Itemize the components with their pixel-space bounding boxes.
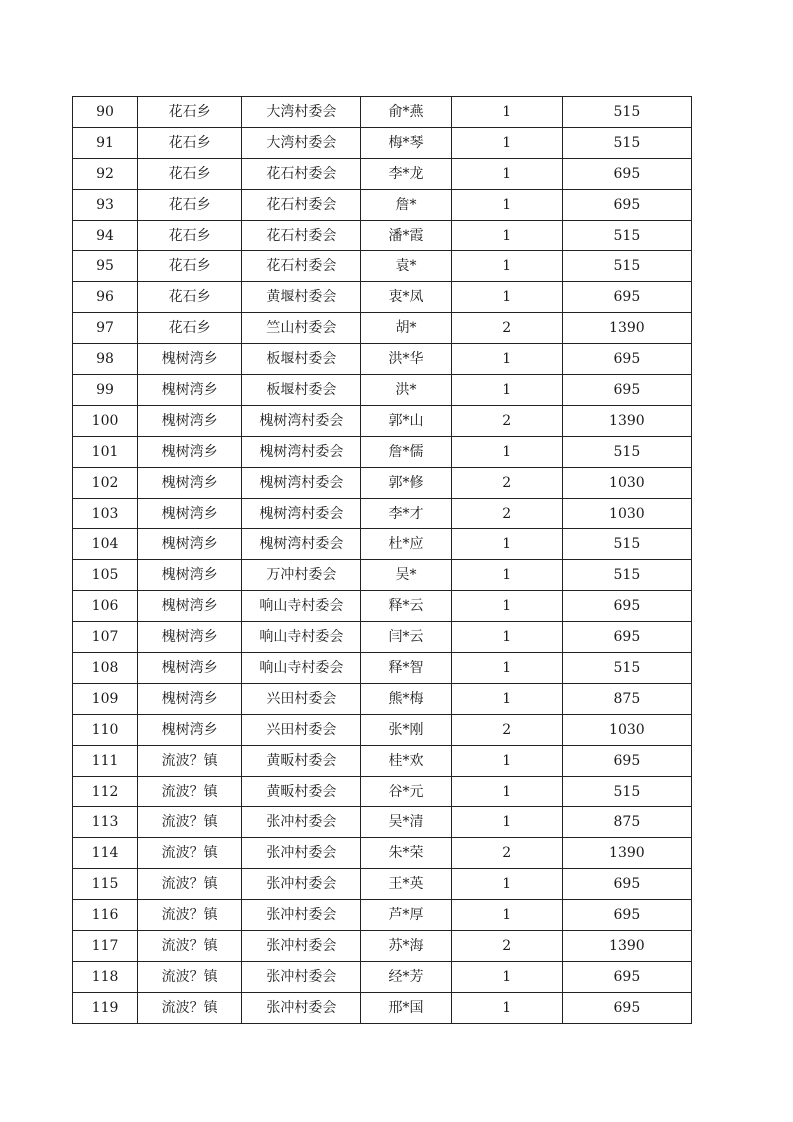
- amount-cell: 515: [562, 251, 691, 282]
- household-count-cell: 1: [451, 745, 562, 776]
- person-name-cell: 李*才: [361, 498, 451, 529]
- village-committee-cell: 兴田村委会: [242, 714, 361, 745]
- household-count-cell: 1: [451, 560, 562, 591]
- table-row: [73, 869, 692, 900]
- table-row: [73, 344, 692, 375]
- row-number-cell: 116: [73, 900, 138, 931]
- row-number-cell: 106: [73, 591, 138, 622]
- amount-cell: 695: [562, 900, 691, 931]
- household-count-cell: 2: [451, 467, 562, 498]
- village-committee-cell: 花石村委会: [242, 189, 361, 220]
- row-number-cell: 103: [73, 498, 138, 529]
- town-cell: 花石乡: [138, 97, 242, 128]
- person-name-cell: 潘*霞: [361, 220, 451, 251]
- table-row: [73, 498, 692, 529]
- town-cell: 槐树湾乡: [138, 498, 242, 529]
- household-count-cell: 1: [451, 961, 562, 992]
- row-number-cell: 94: [73, 220, 138, 251]
- person-name-cell: 郭*修: [361, 467, 451, 498]
- village-committee-cell: 黄畈村委会: [242, 745, 361, 776]
- table-row: [73, 776, 692, 807]
- person-name-cell: 桂*欢: [361, 745, 451, 776]
- town-cell: 槐树湾乡: [138, 529, 242, 560]
- household-count-cell: 1: [451, 344, 562, 375]
- household-count-cell: 1: [451, 591, 562, 622]
- table-row: [73, 931, 692, 962]
- person-name-cell: 芦*厚: [361, 900, 451, 931]
- household-count-cell: 1: [451, 776, 562, 807]
- village-committee-cell: 竺山村委会: [242, 313, 361, 344]
- row-number-cell: 108: [73, 653, 138, 684]
- town-cell: 花石乡: [138, 158, 242, 189]
- row-number-cell: 101: [73, 436, 138, 467]
- amount-cell: 515: [562, 127, 691, 158]
- household-count-cell: 1: [451, 992, 562, 1023]
- household-count-cell: 1: [451, 653, 562, 684]
- table-body: [73, 97, 692, 1024]
- table-row: [73, 653, 692, 684]
- town-cell: 花石乡: [138, 127, 242, 158]
- village-committee-cell: 响山寺村委会: [242, 622, 361, 653]
- town-cell: 槐树湾乡: [138, 467, 242, 498]
- row-number-cell: 91: [73, 127, 138, 158]
- table-row: [73, 838, 692, 869]
- town-cell: 流波？镇: [138, 745, 242, 776]
- person-name-cell: 詹*儒: [361, 436, 451, 467]
- household-count-cell: 1: [451, 375, 562, 406]
- table-row: [73, 251, 692, 282]
- table-row: [73, 97, 692, 128]
- data-table: [72, 96, 692, 1024]
- person-name-cell: 闫*云: [361, 622, 451, 653]
- town-cell: 流波？镇: [138, 869, 242, 900]
- person-name-cell: 洪*: [361, 375, 451, 406]
- household-count-cell: 1: [451, 683, 562, 714]
- village-committee-cell: 槐树湾村委会: [242, 498, 361, 529]
- village-committee-cell: 黄堰村委会: [242, 282, 361, 313]
- household-count-cell: 1: [451, 529, 562, 560]
- table-row: [73, 591, 692, 622]
- amount-cell: 695: [562, 745, 691, 776]
- town-cell: 花石乡: [138, 251, 242, 282]
- table-row: [73, 714, 692, 745]
- person-name-cell: 谷*元: [361, 776, 451, 807]
- amount-cell: 695: [562, 375, 691, 406]
- table-row: [73, 467, 692, 498]
- household-count-cell: 1: [451, 158, 562, 189]
- row-number-cell: 100: [73, 405, 138, 436]
- table-row: [73, 900, 692, 931]
- household-count-cell: 2: [451, 931, 562, 962]
- village-committee-cell: 张冲村委会: [242, 900, 361, 931]
- amount-cell: 515: [562, 653, 691, 684]
- person-name-cell: 杜*应: [361, 529, 451, 560]
- town-cell: 流波？镇: [138, 776, 242, 807]
- household-count-cell: 1: [451, 189, 562, 220]
- amount-cell: 875: [562, 683, 691, 714]
- town-cell: 花石乡: [138, 189, 242, 220]
- household-count-cell: 1: [451, 436, 562, 467]
- person-name-cell: 郭*山: [361, 405, 451, 436]
- person-name-cell: 衷*凤: [361, 282, 451, 313]
- row-number-cell: 90: [73, 97, 138, 128]
- town-cell: 流波？镇: [138, 900, 242, 931]
- row-number-cell: 95: [73, 251, 138, 282]
- amount-cell: 695: [562, 961, 691, 992]
- table-row: [73, 683, 692, 714]
- village-committee-cell: 张冲村委会: [242, 931, 361, 962]
- town-cell: 槐树湾乡: [138, 591, 242, 622]
- row-number-cell: 113: [73, 807, 138, 838]
- town-cell: 槐树湾乡: [138, 714, 242, 745]
- village-committee-cell: 张冲村委会: [242, 807, 361, 838]
- amount-cell: 1390: [562, 313, 691, 344]
- person-name-cell: 洪*华: [361, 344, 451, 375]
- row-number-cell: 112: [73, 776, 138, 807]
- amount-cell: 695: [562, 869, 691, 900]
- town-cell: 槐树湾乡: [138, 375, 242, 406]
- row-number-cell: 102: [73, 467, 138, 498]
- household-count-cell: 1: [451, 869, 562, 900]
- table-row: [73, 158, 692, 189]
- amount-cell: 695: [562, 591, 691, 622]
- household-count-cell: 2: [451, 838, 562, 869]
- village-committee-cell: 槐树湾村委会: [242, 529, 361, 560]
- village-committee-cell: 张冲村委会: [242, 961, 361, 992]
- town-cell: 流波？镇: [138, 838, 242, 869]
- amount-cell: 695: [562, 992, 691, 1023]
- table-row: [73, 189, 692, 220]
- village-committee-cell: 张冲村委会: [242, 838, 361, 869]
- person-name-cell: 李*龙: [361, 158, 451, 189]
- person-name-cell: 熊*梅: [361, 683, 451, 714]
- row-number-cell: 111: [73, 745, 138, 776]
- amount-cell: 515: [562, 776, 691, 807]
- household-count-cell: 1: [451, 220, 562, 251]
- person-name-cell: 梅*琴: [361, 127, 451, 158]
- village-committee-cell: 张冲村委会: [242, 992, 361, 1023]
- table-row: [73, 992, 692, 1023]
- table-row: [73, 745, 692, 776]
- village-committee-cell: 大湾村委会: [242, 97, 361, 128]
- table-row: [73, 313, 692, 344]
- person-name-cell: 王*英: [361, 869, 451, 900]
- table-row: [73, 560, 692, 591]
- amount-cell: 515: [562, 220, 691, 251]
- row-number-cell: 105: [73, 560, 138, 591]
- row-number-cell: 115: [73, 869, 138, 900]
- person-name-cell: 释*云: [361, 591, 451, 622]
- town-cell: 花石乡: [138, 220, 242, 251]
- village-committee-cell: 黄畈村委会: [242, 776, 361, 807]
- village-committee-cell: 兴田村委会: [242, 683, 361, 714]
- table-row: [73, 282, 692, 313]
- table-row: [73, 220, 692, 251]
- household-count-cell: 1: [451, 282, 562, 313]
- amount-cell: 695: [562, 344, 691, 375]
- amount-cell: 695: [562, 622, 691, 653]
- row-number-cell: 104: [73, 529, 138, 560]
- household-count-cell: 2: [451, 405, 562, 436]
- town-cell: 花石乡: [138, 282, 242, 313]
- person-name-cell: 胡*: [361, 313, 451, 344]
- village-committee-cell: 槐树湾村委会: [242, 436, 361, 467]
- household-count-cell: 1: [451, 622, 562, 653]
- household-count-cell: 1: [451, 807, 562, 838]
- row-number-cell: 119: [73, 992, 138, 1023]
- town-cell: 流波？镇: [138, 931, 242, 962]
- person-name-cell: 吴*清: [361, 807, 451, 838]
- amount-cell: 875: [562, 807, 691, 838]
- village-committee-cell: 花石村委会: [242, 220, 361, 251]
- row-number-cell: 96: [73, 282, 138, 313]
- amount-cell: 695: [562, 189, 691, 220]
- amount-cell: 515: [562, 436, 691, 467]
- village-committee-cell: 槐树湾村委会: [242, 405, 361, 436]
- town-cell: 槐树湾乡: [138, 622, 242, 653]
- person-name-cell: 苏*海: [361, 931, 451, 962]
- table-row: [73, 807, 692, 838]
- table-row: [73, 436, 692, 467]
- amount-cell: 1390: [562, 931, 691, 962]
- row-number-cell: 98: [73, 344, 138, 375]
- person-name-cell: 释*智: [361, 653, 451, 684]
- amount-cell: 1390: [562, 405, 691, 436]
- village-committee-cell: 万冲村委会: [242, 560, 361, 591]
- amount-cell: 515: [562, 560, 691, 591]
- row-number-cell: 109: [73, 683, 138, 714]
- household-count-cell: 2: [451, 498, 562, 529]
- row-number-cell: 107: [73, 622, 138, 653]
- household-count-cell: 1: [451, 900, 562, 931]
- town-cell: 流波？镇: [138, 961, 242, 992]
- person-name-cell: 俞*燕: [361, 97, 451, 128]
- table-row: [73, 622, 692, 653]
- town-cell: 槐树湾乡: [138, 344, 242, 375]
- person-name-cell: 詹*: [361, 189, 451, 220]
- village-committee-cell: 响山寺村委会: [242, 591, 361, 622]
- person-name-cell: 张*刚: [361, 714, 451, 745]
- person-name-cell: 袁*: [361, 251, 451, 282]
- town-cell: 槐树湾乡: [138, 683, 242, 714]
- table-row: [73, 529, 692, 560]
- amount-cell: 515: [562, 529, 691, 560]
- row-number-cell: 117: [73, 931, 138, 962]
- town-cell: 槐树湾乡: [138, 560, 242, 591]
- town-cell: 槐树湾乡: [138, 653, 242, 684]
- amount-cell: 1030: [562, 714, 691, 745]
- row-number-cell: 114: [73, 838, 138, 869]
- village-committee-cell: 花石村委会: [242, 158, 361, 189]
- table-row: [73, 127, 692, 158]
- village-committee-cell: 大湾村委会: [242, 127, 361, 158]
- table-row: [73, 961, 692, 992]
- row-number-cell: 99: [73, 375, 138, 406]
- town-cell: 流波？镇: [138, 807, 242, 838]
- amount-cell: 1030: [562, 498, 691, 529]
- row-number-cell: 110: [73, 714, 138, 745]
- village-committee-cell: 槐树湾村委会: [242, 467, 361, 498]
- town-cell: 流波？镇: [138, 992, 242, 1023]
- person-name-cell: 朱*荣: [361, 838, 451, 869]
- household-count-cell: 1: [451, 251, 562, 282]
- row-number-cell: 93: [73, 189, 138, 220]
- person-name-cell: 吴*: [361, 560, 451, 591]
- household-count-cell: 1: [451, 127, 562, 158]
- amount-cell: 1390: [562, 838, 691, 869]
- row-number-cell: 118: [73, 961, 138, 992]
- village-committee-cell: 张冲村委会: [242, 869, 361, 900]
- person-name-cell: 经*芳: [361, 961, 451, 992]
- village-committee-cell: 响山寺村委会: [242, 653, 361, 684]
- amount-cell: 695: [562, 282, 691, 313]
- town-cell: 花石乡: [138, 313, 242, 344]
- village-committee-cell: 花石村委会: [242, 251, 361, 282]
- town-cell: 槐树湾乡: [138, 436, 242, 467]
- household-count-cell: 2: [451, 313, 562, 344]
- row-number-cell: 97: [73, 313, 138, 344]
- table-row: [73, 375, 692, 406]
- household-count-cell: 1: [451, 97, 562, 128]
- household-count-cell: 2: [451, 714, 562, 745]
- village-committee-cell: 板堰村委会: [242, 344, 361, 375]
- table-row: [73, 405, 692, 436]
- town-cell: 槐树湾乡: [138, 405, 242, 436]
- amount-cell: 1030: [562, 467, 691, 498]
- amount-cell: 695: [562, 158, 691, 189]
- person-name-cell: 邢*国: [361, 992, 451, 1023]
- row-number-cell: 92: [73, 158, 138, 189]
- amount-cell: 515: [562, 97, 691, 128]
- village-committee-cell: 板堰村委会: [242, 375, 361, 406]
